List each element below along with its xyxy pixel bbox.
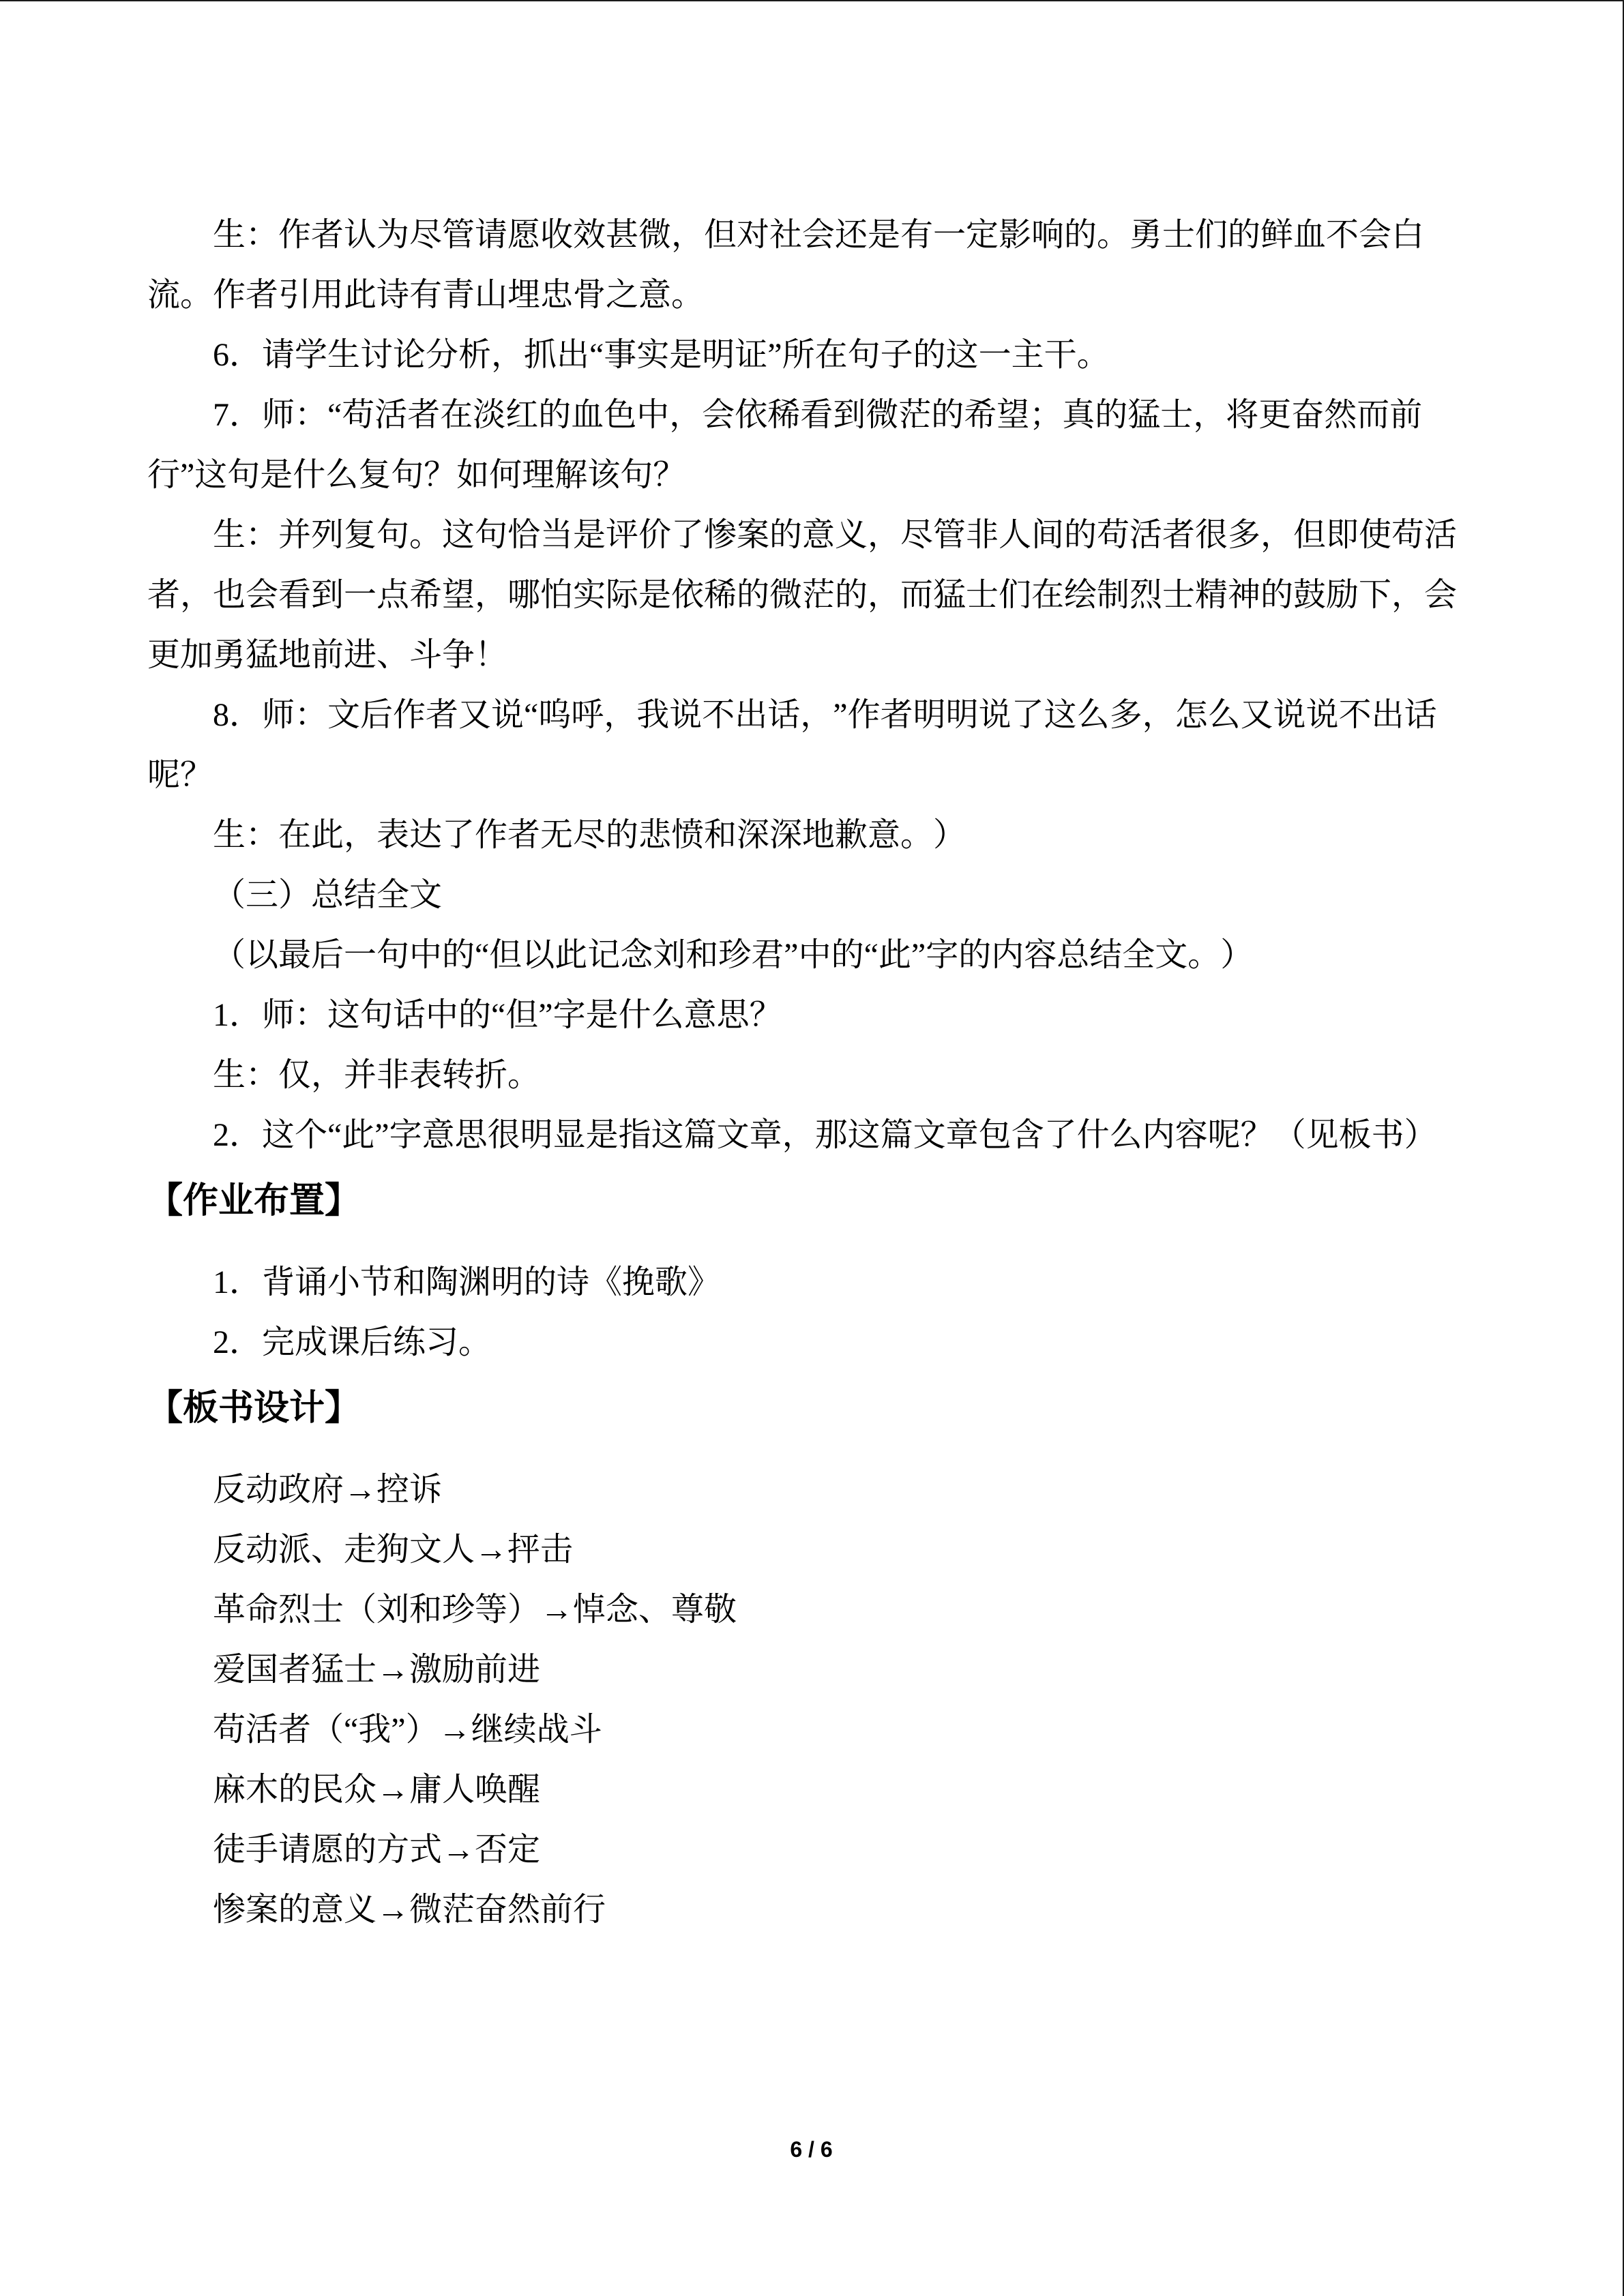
paragraph (147, 925, 1471, 985)
board-item: 反动派、走狗文人→抨击 (213, 1532, 574, 1568)
homework-list (147, 1253, 1471, 1373)
text-line: 呢？ (147, 757, 213, 793)
board-item: 革命烈士（刘和珍等）→悼念、尊敬 (213, 1592, 737, 1628)
text-line: 1．师：这句话中的“但”字是什么意思？ (213, 997, 782, 1033)
board-item: 惨案的意义→微茫奋然前行 (213, 1892, 606, 1928)
paragraph (147, 1105, 1471, 1165)
paragraph (147, 385, 1471, 505)
board-item: 反动政府→控诉 (213, 1472, 443, 1508)
board-item: 徒手请愿的方式→否定 (213, 1832, 541, 1868)
text-line: 生：并列复句。这句恰当是评价了惨案的意义，尽管非人间的苟活者很多，但即使苟活 (213, 517, 1458, 553)
text-line: 2．这个“此”字意思很明显是指这篇文章，那这篇文章包含了什么内容呢？（见板书） (213, 1117, 1437, 1153)
paragraph (147, 205, 1471, 325)
page-content (147, 205, 1471, 1940)
text-line: 7．师：“苟活者在淡红的血色中，会依稀看到微茫的希望；真的猛士，将更奋然而前 (213, 397, 1423, 433)
text-line: （三）总结全文 (213, 877, 443, 913)
text-line: 者，也会看到一点希望，哪怕实际是依稀的微茫的，而猛士们在绘制烈士精神的鼓励下，会 (147, 577, 1458, 613)
paragraph (147, 985, 1471, 1045)
board-item: 苟活者（“我”）→继续战斗 (213, 1712, 602, 1748)
text-line: 行”这句是什么复句？如何理解该句？ (147, 457, 686, 493)
homework-item: 1．背诵小节和陶渊明的诗《挽歌》 (213, 1264, 721, 1300)
section-heading-board-design: 【板书设计】 (147, 1388, 361, 1429)
section-heading-homework: 【作业布置】 (147, 1180, 361, 1221)
board-list (147, 1460, 1471, 1940)
page-number: 6 / 6 (790, 2137, 833, 2162)
paragraph (147, 325, 1471, 385)
text-line: 生：仅，并非表转折。 (213, 1057, 541, 1093)
text-line: 生：作者认为尽管请愿收效甚微，但对社会还是有一定影响的。勇士们的鲜血不会白 (213, 217, 1425, 253)
paragraph (147, 1045, 1471, 1105)
paragraph (147, 865, 1471, 925)
text-line: 8．师：文后作者又说“呜呼，我说不出话，”作者明明说了这么多，怎么又说说不出话 (213, 697, 1437, 733)
text-line: 流。作者引用此诗有青山埋忠骨之意。 (147, 277, 705, 313)
board-item: 爱国者猛士→激励前进 (213, 1652, 541, 1688)
paragraph (147, 685, 1471, 805)
text-line: 6．请学生讨论分析，抓出“事实是明证”所在句子的这一主干。 (213, 337, 1110, 373)
text-line: 更加勇猛地前进、斗争！ (147, 637, 508, 673)
board-item: 麻木的民众→庸人唤醒 (213, 1772, 541, 1808)
homework-item: 2．完成课后练习。 (213, 1324, 492, 1360)
text-line: 生：在此，表达了作者无尽的悲愤和深深地歉意。） (213, 817, 966, 853)
paragraph (147, 505, 1471, 685)
paragraph (147, 805, 1471, 865)
text-line: （以最后一句中的“但以此记念刘和珍君”中的“此”字的内容总结全文。） (213, 937, 1254, 973)
